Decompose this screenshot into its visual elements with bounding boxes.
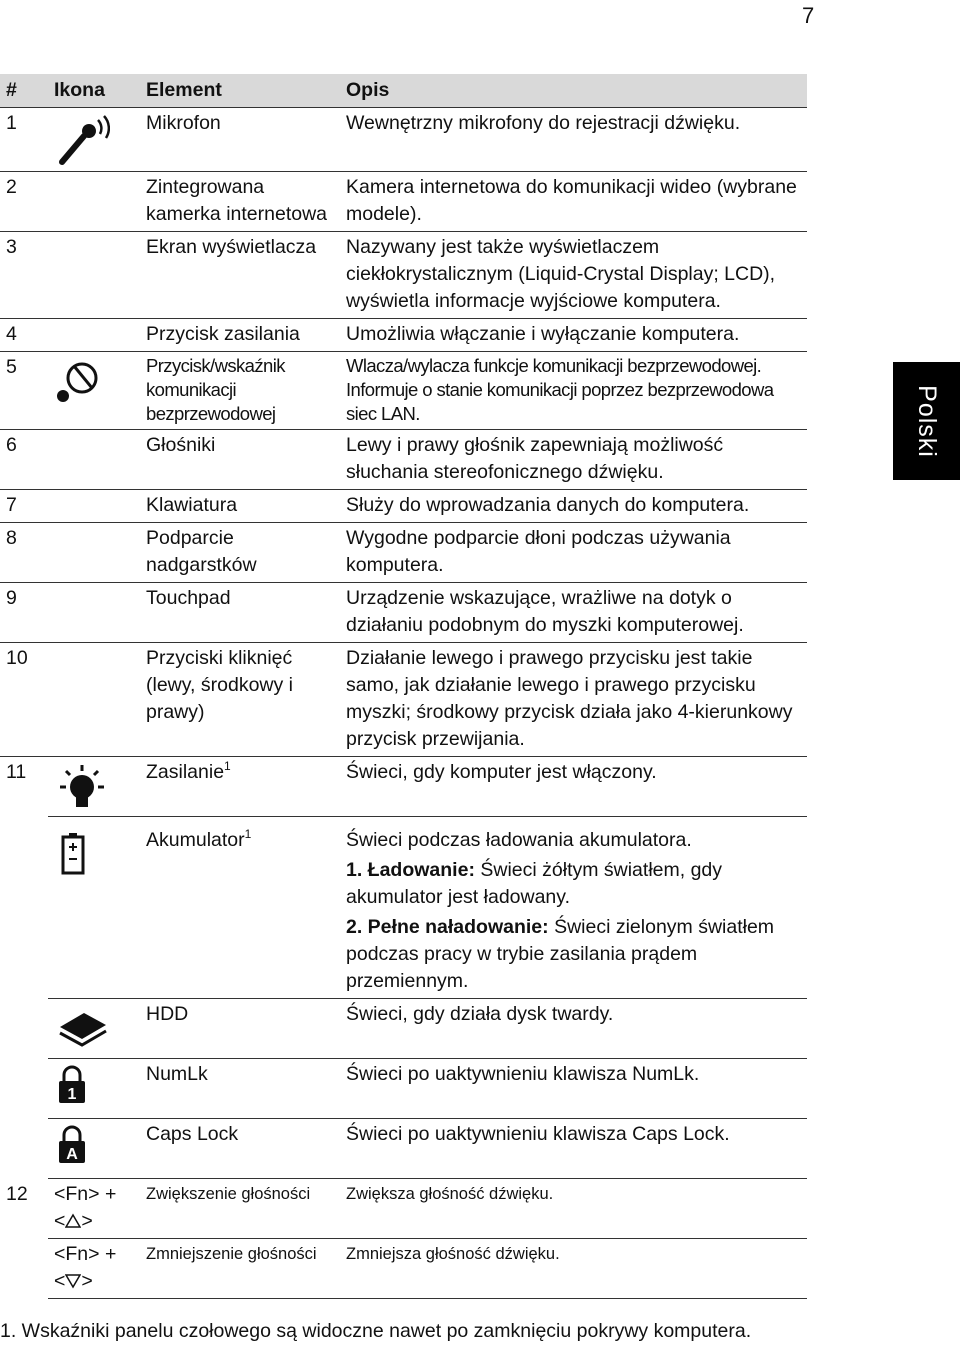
row-element: Przyciski kliknięć (lewy, środkowy i prawy) [140, 643, 340, 757]
row-num: 8 [0, 523, 48, 583]
row-num: 5 [0, 352, 48, 430]
row-desc: Służy do wprowadzania danych do komputera. [340, 490, 807, 523]
table-row [0, 319, 807, 352]
svg-text:1: 1 [67, 1086, 77, 1103]
row-num: 6 [0, 430, 48, 490]
row-icon-cell [48, 999, 140, 1059]
header-element: Element [140, 74, 340, 108]
power-light-icon [54, 763, 110, 813]
row-num: 9 [0, 583, 48, 643]
row-desc: Nazywany jest także wyświetlaczem ciekłokrystalicznym (Liquid-Crystal Display; LCD), wyświetla informacje wyjściowe komputera. [340, 232, 807, 319]
components-table [0, 74, 807, 1299]
battery-icon [54, 831, 94, 877]
row-num: 3 [0, 232, 48, 319]
table-row [0, 232, 807, 319]
row-element: Mikrofon [140, 108, 340, 172]
microphone-icon [54, 114, 110, 168]
row-desc: Lewy i prawy głośnik zapewniają możliwość słuchania stereofonicznego dźwięku. [340, 430, 807, 490]
row-icon-cell [48, 817, 140, 999]
table-row [0, 430, 807, 490]
row-desc: Wlacza/wylacza funkcje komunikacji bezprzewodowej. Informuje o stanie komunikacji poprzez bezprzewodowa siec LAN. [340, 352, 807, 430]
row-num: 10 [0, 643, 48, 757]
row-element: HDD [140, 999, 340, 1059]
row-desc: Urządzenie wskazujące, wrażliwe na dotyk o działaniu podobnym do myszki komputerowej. [340, 583, 807, 643]
hdd-icon [54, 1005, 110, 1049]
table-row [0, 1119, 807, 1179]
table-row [0, 757, 807, 817]
header-num: # [0, 74, 48, 108]
row-desc: Kamera internetowa do komunikacji wideo (wybrane modele). [340, 172, 807, 232]
row-desc: Działanie lewego i prawego przycisku jest takie samo, jak działanie lewego i prawego przycisku myszki; środkowy przycisk działa jako 4-kierunkowy przycisk przewijania. [340, 643, 807, 757]
capslock-icon [54, 1125, 94, 1165]
table-row [0, 1179, 807, 1239]
row-element: Przycisk/wskaźnik komunikacji bezprzewodowej [140, 352, 340, 430]
table-row [0, 643, 807, 757]
battery-desc: Świeci podczas ładowania akumulatora. [346, 829, 692, 851]
volume-down-key: <Fn> + < > [48, 1239, 140, 1299]
row-desc: Umożliwia włączanie i wyłączanie komputera. [340, 319, 807, 352]
table-row [0, 999, 807, 1059]
row-element: Przycisk zasilania [140, 319, 340, 352]
power-light-element: Zasilanie$^1$ [140, 757, 340, 817]
header-icon: Ikona [48, 74, 140, 108]
row-icon-cell [48, 757, 140, 817]
row-desc: Świeci, gdy działa dysk twardy. [340, 999, 807, 1059]
row-desc: Świeci, gdy komputer jest włączony. [340, 757, 807, 817]
battery-element: Akumulator$^1$ [140, 817, 340, 999]
row-icon-cell [48, 1059, 140, 1119]
row-element: Klawiatura [140, 490, 340, 523]
row-icon-cell [48, 108, 140, 172]
row-element: Głośniki [140, 430, 340, 490]
row-desc: Świeci po uaktywnieniu klawisza NumLk. [340, 1059, 807, 1119]
row-num: 7 [0, 490, 48, 523]
row-element: Touchpad [140, 583, 340, 643]
table-row [0, 108, 807, 172]
triangle-up-icon [65, 1213, 81, 1229]
table-row [0, 490, 807, 523]
row-desc: Wygodne podparcie dłoni podczas używania komputera. [340, 523, 807, 583]
table-row [0, 1239, 807, 1299]
row-icon-cell [48, 352, 140, 430]
row-desc: Świeci po uaktywnieniu klawisza Caps Lock. [340, 1119, 807, 1179]
row-desc: Zwiększa głośność dźwięku. [340, 1179, 807, 1239]
row-element: Caps Lock [140, 1119, 340, 1179]
row-desc: Wewnętrzny mikrofony do rejestracji dźwięku. [340, 108, 807, 172]
row-num: 11 [6, 761, 27, 783]
row-desc: Zmniejsza głośność dźwięku. [340, 1239, 807, 1299]
footnote: 1. Wskaźniki panelu czołowego są widoczne nawet po zamknięciu pokrywy komputera. [0, 1320, 752, 1342]
page-number: 7 [802, 3, 815, 28]
row-icon-cell [48, 1119, 140, 1179]
battery-item-2: 2. Pełne naładowanie: Świeci zielonym światłem podczas pracy w trybie zasilania prądem przemiennym. [346, 916, 775, 992]
row-element: NumLk [140, 1059, 340, 1119]
table-row [0, 172, 807, 232]
language-tab-label: Polski [913, 384, 941, 458]
row-desc [340, 817, 807, 999]
table-row [0, 523, 807, 583]
battery-item-1: 1. Ładowanie: Świeci żółtym światłem, gdy akumulator jest ładowany. [346, 859, 723, 908]
numlock-icon [54, 1065, 94, 1105]
table-row [0, 817, 807, 999]
row-num: 2 [0, 172, 48, 232]
triangle-down-icon [65, 1273, 81, 1289]
row-element: Zmniejszenie głośności [140, 1239, 340, 1299]
volume-up-key: <Fn> + < > [48, 1179, 140, 1239]
language-tab [893, 362, 960, 480]
header-desc: Opis [340, 74, 807, 108]
row-element: Ekran wyświetlacza [140, 232, 340, 319]
row-element: Podparcie nadgarstków [140, 523, 340, 583]
row-num: 4 [0, 319, 48, 352]
row-element: Zwiększenie głośności [140, 1179, 340, 1239]
table-row [0, 352, 807, 430]
row-num: 1 [0, 108, 48, 172]
wireless-icon [54, 358, 106, 406]
svg-text:A: A [66, 1146, 78, 1163]
table-row [0, 1059, 807, 1119]
row-element: Zintegrowana kamerka internetowa [140, 172, 340, 232]
table-row [0, 583, 807, 643]
table-header [0, 74, 807, 108]
row-num: 12 [6, 1182, 28, 1205]
